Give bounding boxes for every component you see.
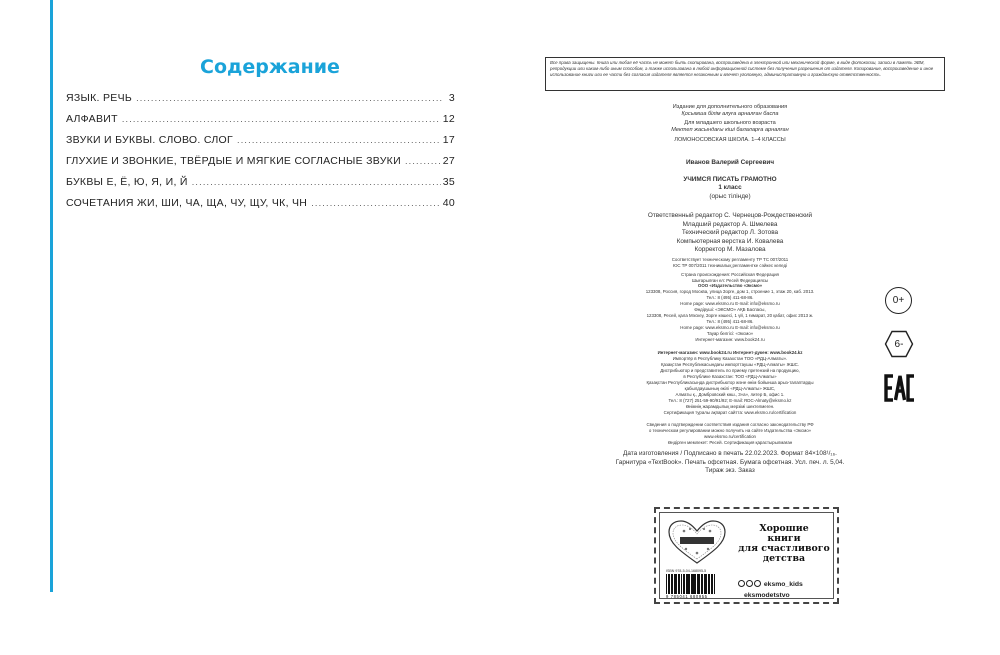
social-handle — [738, 580, 803, 588]
edition-type: Издание для дополнительного образования — [672, 104, 788, 110]
barcode-number: 9 785041 680955 — [666, 594, 708, 599]
publisher-line: Тауар белгісі: «Эксмо» — [706, 331, 754, 336]
toc-item-title: БУКВЫ Е, Ё, Ю, Я, И, Й — [66, 176, 188, 188]
instagram-icon — [746, 580, 753, 587]
certification-line: Өндірген мемлекет: Ресей. Сертификация қарастырылмаған — [667, 440, 793, 445]
toc-title: Содержание — [200, 56, 340, 78]
certification-line: Сведения о подтверждении соответствия издания согласно законодательству РФ — [646, 422, 814, 427]
promo-slogan-line: книги — [767, 533, 801, 544]
social-network-icon — [738, 580, 745, 587]
isbn-barcode — [666, 569, 730, 603]
book-title-block — [560, 159, 900, 201]
publisher-line: Интернет-магазин: www.book24.ru — [695, 337, 765, 342]
distribution-line: Қазақстан Республикасындағы импорттаушы «РДЦ-Алматы» ЖШС. — [660, 362, 800, 367]
toc-item-page: 17 — [442, 134, 455, 146]
staff-line: Компьютерная верстка И. Ковалева — [676, 237, 784, 245]
staff-list — [560, 212, 900, 255]
promo-slogan — [738, 524, 830, 564]
print-info-line: Гарнитура «TextBook». Печать офсетная. Бумага офсетная. Усл. печ. л. 5,04. — [615, 458, 845, 466]
toc-leader-dots — [237, 135, 441, 145]
origin-line: Шығарылған ел: Ресей Федерациясы — [691, 278, 769, 283]
toc-item[interactable] — [66, 155, 455, 176]
publisher-line: Home page: www.eksmo.ru E-mail: info@eksmo.ru — [680, 301, 780, 306]
print-info-line: Дата изготовления / Подписано в печать 22.02.2023. Формат 84×108¹/₁₆. — [623, 450, 837, 457]
language-note: (орыс тілінде) — [709, 192, 751, 200]
tech-reg-line: ЮС ТР 007/2011 техникалық регламентке сәйкес келеді — [672, 263, 788, 268]
social-handle-text: eksmo_kids — [763, 581, 803, 588]
toc-item-page: 40 — [442, 197, 455, 209]
toc-item-title: АЛФАВИТ — [66, 113, 118, 125]
tech-reg-line: Соответствует техническому регламенту ТР ТС 007/2011 — [671, 257, 789, 262]
toc-item-page: 3 — [448, 92, 455, 104]
toc-item[interactable] — [66, 92, 455, 113]
distribution-line: Импортёр в Республику Казахстан ТОО «РДЦ-Алматы». — [672, 356, 788, 361]
toc-item-title: ЯЗЫК. РЕЧЬ — [66, 92, 133, 104]
promo-slogan-line: детства — [762, 553, 806, 564]
certification-line: www.eksmo.ru/certification — [704, 434, 756, 439]
certification-block — [560, 422, 900, 446]
distribution-block — [560, 350, 900, 416]
print-info — [555, 450, 905, 476]
toc-item-page: 27 — [442, 155, 455, 167]
toc-item-title: СОЧЕТАНИЯ ЖИ, ШИ, ЧА, ЩА, ЧУ, ЩУ, ЧК, ЧН — [66, 197, 308, 209]
publisher-line: Тел.: 8 (495) 411-68-86. — [706, 295, 754, 300]
toc-item[interactable] — [66, 113, 455, 134]
publisher-line: ООО «Издательство «Эксмо» — [697, 283, 763, 288]
age-rating-hex-label: 6- — [894, 338, 904, 350]
distribution-line: Өнімнің жарамдылық мерзімі шектелмеген. — [685, 404, 775, 409]
promo-slogan-line: для счастливого — [738, 543, 830, 554]
staff-line: Корректор М. Мазалова — [694, 246, 766, 254]
heart-logo-icon — [666, 519, 728, 565]
distribution-line: Сертификация туралы ақпарат сайтта: www.eksmo.ru/certification — [663, 410, 797, 415]
grade: 1 класс — [718, 184, 742, 192]
toc-leader-dots — [192, 177, 441, 187]
tech-reg — [560, 257, 900, 284]
distribution-line: Қазақстан Республикасында дистрибьютор және өнім бойынша арыз-талаптарды — [646, 380, 814, 385]
certification-line: о техническом регулировании можно получить на сайте Издательства «Эксмо» — [648, 428, 812, 433]
toc-item-page: 12 — [442, 113, 455, 125]
toc-item[interactable] — [66, 197, 455, 218]
page-spine-line — [50, 0, 53, 592]
publisher-line: Өндіруші: «ЭКСМО» АҚБ Баспасы, — [694, 307, 766, 312]
toc-list — [66, 92, 455, 218]
print-info-line: Тираж экз. Заказ — [705, 467, 755, 475]
toc-item[interactable] — [66, 176, 455, 197]
distribution-line: қабылдаушының өкілі «РДЦ-Алматы» ЖШС, — [684, 386, 776, 391]
telegram-icon — [754, 580, 761, 587]
toc-item[interactable] — [66, 134, 455, 155]
distribution-line: Алматы қ., Домбровский көш., 3«а», литер Б, офис 1. — [675, 392, 785, 397]
age-group: Для младшего школьного возраста — [684, 120, 776, 126]
publisher-line: 123308, Россия, город Москва, улица Зорге, дом 1, строение 1, этаж 20, каб. 2013. — [645, 289, 815, 294]
eac-mark — [883, 371, 917, 405]
book-title: УЧИМСЯ ПИСАТЬ ГРАМОТНО — [683, 175, 777, 183]
eac-icon — [883, 371, 917, 405]
toc-leader-dots — [136, 93, 443, 103]
age-rating-hex-badge — [884, 330, 914, 358]
barcode-bars-icon — [666, 574, 730, 594]
toc-leader-dots — [122, 114, 441, 124]
age-group-kz: Мектеп жасындағы кіші балаларға арналған — [671, 127, 789, 133]
toc-item-title: ЗВУКИ И БУКВЫ. СЛОВО. СЛОГ — [66, 134, 234, 146]
staff-line: Младший редактор А. Шмелева — [682, 220, 778, 228]
distribution-line: Интернет-магазин: www.book24.ru Интернет-дүкен: www.book24.kz — [657, 350, 803, 355]
origin-line: Страна происхождения: Российская Федерация — [681, 272, 779, 277]
toc-leader-dots — [405, 156, 441, 166]
distribution-line: в Республике Казахстан: ТОО «РДЦ-Алматы» — [683, 374, 777, 379]
author-name: Иванов Валерий Сергеевич — [685, 159, 775, 166]
publisher-line: Тел.: 8 (495) 411-68-86. — [706, 319, 754, 324]
isbn-label: ISBN 978-5-04-168095-5 — [666, 569, 707, 573]
distribution-line: Дистрибьютор и представитель по приему претензий на продукцию, — [660, 368, 800, 373]
staff-line: Технический редактор Л. Зотова — [681, 229, 779, 237]
copyright-box: Все права защищены. Книга или любая её часть не может быть скопирована, воспроизведена в электронной или механической форме, в виде фотокопии, записи в память ЭВМ, репродукции или каким-либо иным способом, а также использована в любой информационной системе без получения разрешения от издателя. Копирование, воспроизведение и иное использование книги или ее части без согласия издателя является незаконным и влечет уголовную, административную и гражданскую ответственность. — [545, 57, 945, 91]
toc-item-page: 35 — [442, 176, 455, 188]
series-name: ЛОМОНОСОВСКАЯ ШКОЛА. 1–4 КЛАССЫ — [674, 137, 786, 143]
site-name: eksmodetstvo — [744, 592, 790, 599]
staff-line: Ответственный редактор С. Чернецов-Рождественский — [647, 212, 813, 219]
promo-card — [654, 507, 839, 604]
publisher-line: Home page: www.eksmo.ru E-mail: info@eksmo.ru — [680, 325, 780, 330]
toc-item-title: ГЛУХИЕ И ЗВОНКИЕ, ТВЁРДЫЕ И МЯГКИЕ СОГЛАСНЫЕ ЗВУКИ — [66, 155, 401, 167]
promo-slogan-line: Хорошие — [759, 523, 809, 534]
publisher-line: 123308, Ресей, қала Мәскеу, Зорге көшесі, 1 үй, 1 ғимарат, 20 қабат, офис 2013 ж. — [646, 313, 814, 318]
promo-card-inner — [659, 512, 834, 599]
edition-type-kz: Қосымша білім алуға арналған баспа — [681, 111, 779, 117]
age-rating-badge: 0+ — [885, 287, 912, 314]
edition-info — [560, 104, 900, 144]
publisher-block — [560, 283, 900, 343]
distribution-line: Тел.: 8 (727) 251-59-90/91/92; E-mail: RDC-Almaty@eksmo.kz — [668, 398, 792, 403]
toc-leader-dots — [311, 198, 441, 208]
